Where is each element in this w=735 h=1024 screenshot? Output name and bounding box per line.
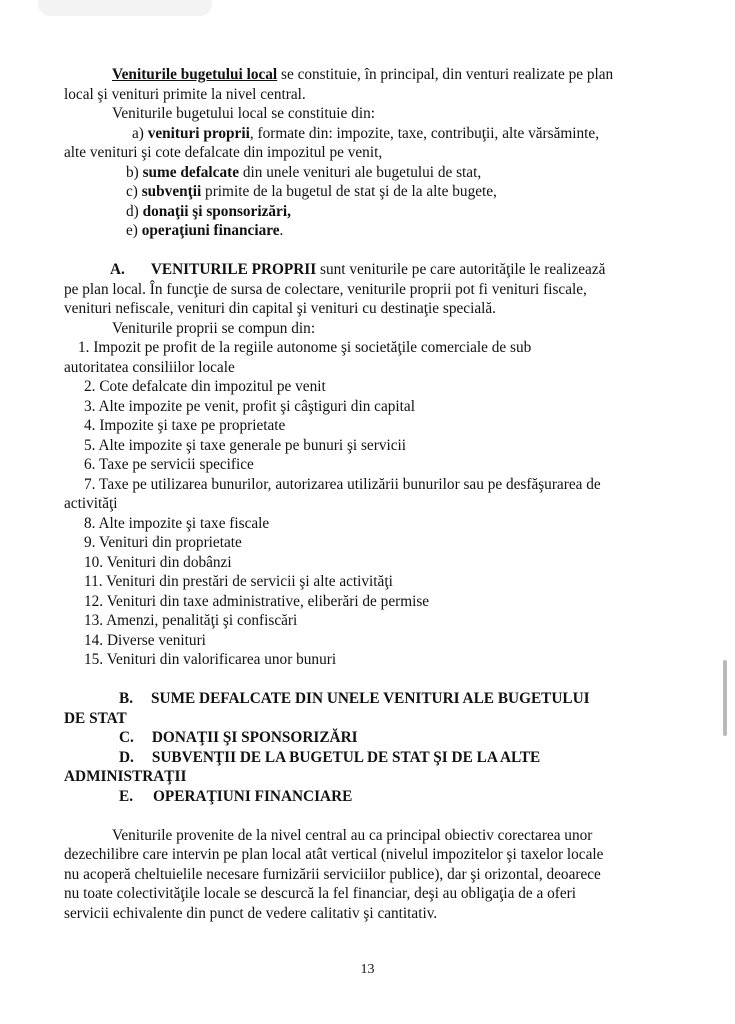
section-c-heading: C. DONAŢII ŞI SPONSORIZĂRI — [119, 729, 358, 746]
list-item: 13. Amenzi, penalităţi şi confiscări — [84, 612, 298, 629]
list-item: 4. Impozite şi taxe pe proprietate — [84, 417, 286, 434]
page-number: 13 — [360, 962, 375, 977]
section-a-line-2: pe plan local. În funcţie de sursa de colectare, veniturile proprii pot fi venituri fiscale, — [64, 280, 587, 298]
own-revenues-list — [64, 338, 673, 670]
list-item: 1. Impozit pe profit de la regiile autonome şi societăţile comerciale de sub — [78, 339, 532, 356]
intro-title: Veniturile bugetului local — [112, 66, 278, 83]
closing-line-3: nu acoperă cheltuielile necesare furnizării serviciilor publice), dar şi orizontal, deoarece — [64, 865, 601, 883]
list-item: 14. Diverse venituri — [84, 631, 206, 649]
source-item-a-cont: alte venituri şi cote defalcate din impozitul pe venit, — [64, 144, 383, 161]
closing-line-4: nu toate colectivităţile locale se descurcă la fel financiar, deşi au obligaţia de a oferi — [64, 885, 577, 902]
source-item-e: e) operaţiuni financiare. — [126, 222, 284, 239]
list-item: 15. Venituri din valorificarea unor bunuri — [84, 651, 337, 668]
list-item: 8. Alte impozite şi taxe fiscale — [84, 514, 270, 532]
intro-line-1: Veniturile bugetului local se constituie, în principal, din venturi realizate pe plan — [112, 66, 614, 83]
list-item: 11. Venituri din prestări de servicii şi alte activităţi — [84, 573, 393, 590]
section-b-heading-cont: DE STAT — [64, 709, 127, 727]
source-item-a: a) venituri proprii, formate din: impozite, taxe, contribuţii, alte vărsăminte, — [132, 124, 600, 142]
list-item-cont: autoritatea consiliilor locale — [64, 358, 235, 376]
section-d-heading-cont: ADMINISTRAŢII — [64, 768, 187, 785]
list-item: 5. Alte impozite şi taxe generale pe bunuri şi servicii — [84, 436, 407, 454]
section-e-heading: E. OPERAŢIUNI FINANCIARE — [119, 787, 353, 805]
source-item-b: b) sume defalcate din unele venituri ale bugetului de stat, — [126, 163, 482, 181]
closing-line-5: servicii echivalente din punct de vedere calitativ şi cantitativ. — [64, 904, 438, 922]
section-b-heading: B. SUME DEFALCATE DIN UNELE VENITURI ALE BUGETULUI — [119, 690, 590, 707]
source-item-d: d) donaţii şi sponsorizări, — [126, 202, 291, 220]
intro-line-2: local şi venituri primite la nivel central. — [64, 85, 306, 103]
section-d-heading: D. SUBVENŢII DE LA BUGETUL DE STAT ŞI DE LA ALTE — [119, 748, 541, 766]
list-item: 6. Taxe pe servicii specifice — [84, 456, 254, 473]
closing-line-1: Veniturile provenite de la nivel central au ca principal obiectiv corectarea unor — [112, 826, 593, 844]
list-item-cont: activităţi — [64, 495, 118, 512]
source-item-c: c) subvenţii primite de la bugetul de stat şi de la alte bugete, — [126, 183, 497, 200]
section-a-line-3: venituri nefiscale, venituri din capital şi venituri cu destinaţie specială. — [64, 300, 496, 317]
list-item: 2. Cote defalcate din impozitul pe venit — [84, 378, 326, 395]
section-a-heading: A. VENITURILE PROPRII sunt veniturile pe care autorităţile le realizează — [110, 261, 606, 278]
list-item: 12. Venituri din taxe administrative, eliberări de permise — [84, 592, 430, 610]
list-item: 10. Venituri din dobânzi — [84, 553, 232, 571]
top-toolbar-pill — [38, 0, 212, 16]
document-page — [64, 65, 673, 923]
list-item: 9. Venituri din proprietate — [84, 534, 242, 551]
closing-line-2: dezechilibre care intervin pe plan local atât vertical (nivelul impozitelor şi taxelor locale — [64, 846, 604, 863]
list-item: 7. Taxe pe utilizarea bunurilor, autorizarea utilizării bunurilor sau pe desfăşurarea de — [84, 475, 601, 493]
intro-line-3: Veniturile bugetului local se constituie din: — [112, 105, 375, 122]
list-item: 3. Alte impozite pe venit, profit şi câştiguri din capital — [84, 397, 415, 415]
scrollbar[interactable] — [723, 660, 727, 736]
section-a-line-4: Veniturile proprii se compun din: — [112, 319, 316, 337]
